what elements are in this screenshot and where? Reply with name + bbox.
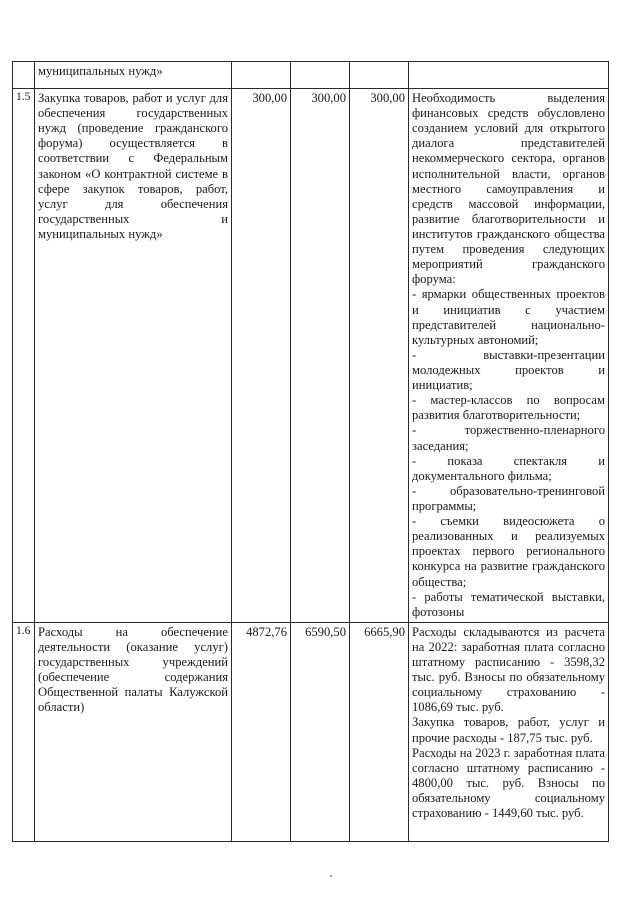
justification — [409, 622, 609, 841]
expense-name: Закупка товаров, работ и услуг для обеспечения государственных нужд (проведение гражданского форума) осуществляется в соответствии с Федеральным законом «О контрактной системе в сфере закупок товаров, работ, услуг для обеспечения государственных и муниципальных нужд» — [35, 89, 232, 623]
justification-item: - мастер-классов по вопросам развития благотворительности; — [412, 393, 605, 423]
value-year-3: 300,00 — [350, 89, 409, 623]
scan-speck — [330, 875, 332, 877]
value-year-2: 300,00 — [291, 89, 350, 623]
justification-item: - торжественно-пленарного заседания; — [412, 423, 605, 453]
justification-item: - образовательно-тренинговой программы; — [412, 483, 605, 513]
justification-item: - съемки видеосюжета о реализованных и реализуемых проектах первого регионального конкурса на развитие гражданского общества; — [412, 514, 605, 589]
value-year-3 — [350, 62, 409, 89]
value-year-1: 300,00 — [232, 89, 291, 623]
value-year-2: 6590,50 — [291, 622, 350, 841]
justification-paragraph: Необходимость выделения финансовых средств обусловлено созданием условий для открытого диалога представителей некоммерческого сектора, органов исполнительной власти, органов местного самоуправления и средств массовой информации, развитие благотворительности и институтов гражданского общества путем проведения следующих мероприятий гражданского форума: — [412, 91, 605, 287]
row-number — [13, 62, 35, 89]
table-row — [13, 62, 609, 89]
table-row — [13, 622, 609, 841]
justification-item: - показа спектакля и документального фильма; — [412, 453, 605, 483]
value-year-2 — [291, 62, 350, 89]
value-year-1 — [232, 62, 291, 89]
row-number: 1.6 — [13, 622, 35, 841]
table-row — [13, 89, 609, 623]
expense-name: муниципальных нужд» — [35, 62, 232, 89]
budget-justification-table — [12, 61, 609, 842]
justification-item: - ярмарки общественных проектов и инициатив с участием представителей национально-культурных автономий; — [412, 287, 605, 347]
justification-paragraph: Расходы на 2023 г. заработная плата согласно штатному расписанию - 4800,00 тыс. руб. Взносы по обязательному социальному страхованию - 1449,60 тыс. руб. — [412, 745, 605, 821]
value-year-1: 4872,76 — [232, 622, 291, 841]
justification-paragraph: Расходы складываются из расчета на 2022: заработная плата согласно штатному расписанию - 3598,32 тыс. руб. Взносы по обязательному социальному страхованию - 1086,69 тыс. руб. — [412, 624, 605, 715]
value-year-3: 6665,90 — [350, 622, 409, 841]
justification-item: - работы тематической выставки, фотозоны — [412, 589, 605, 619]
justification — [409, 89, 609, 623]
justification — [409, 62, 609, 89]
expense-name: Расходы на обеспечение деятельности (оказание услуг) государственных учреждений (обеспечение содержания Общественной палаты Калужской области) — [35, 622, 232, 841]
row-number: 1.5 — [13, 89, 35, 623]
justification-item: - выставки-презентации молодежных проектов и инициатив; — [412, 347, 605, 393]
justification-paragraph: Закупка товаров, работ, услуг и прочие расходы - 187,75 тыс. руб. — [412, 715, 605, 745]
